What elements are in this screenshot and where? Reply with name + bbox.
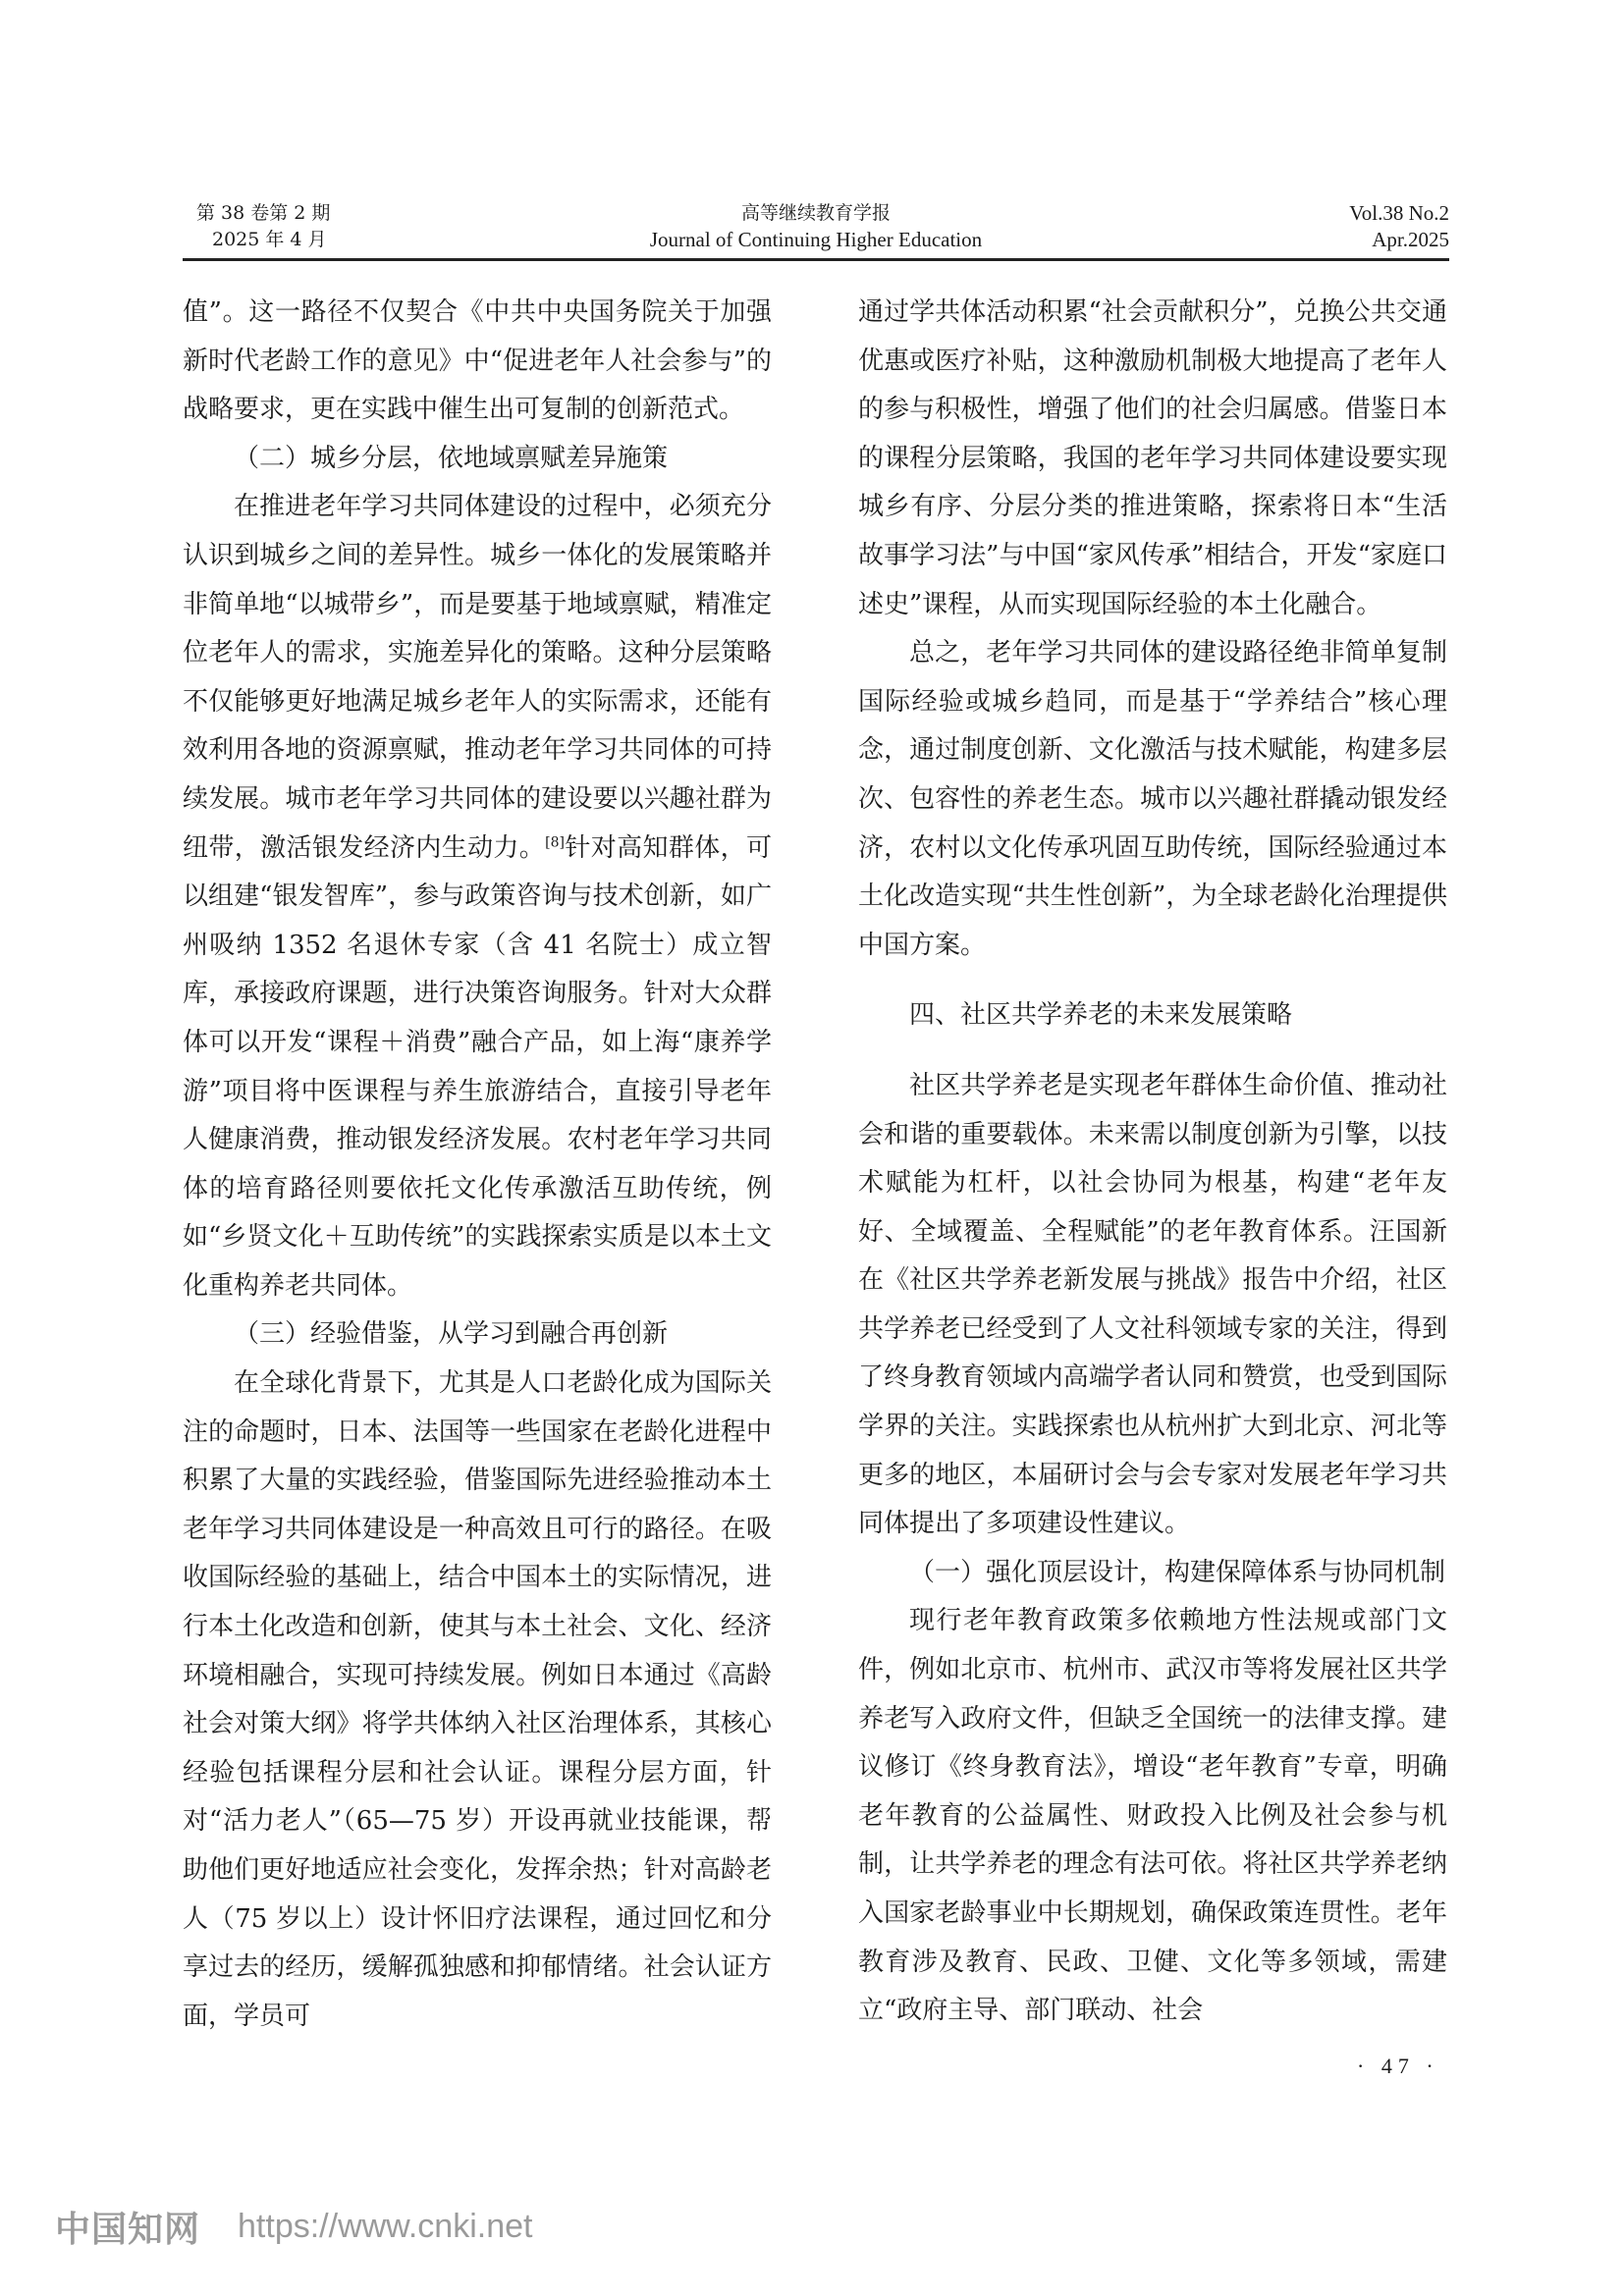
- paragraph-text: 针对高知群体，可以组建“银发智库”，参与政策咨询与技术创新，如广州吸纳 1352 名退休专家（含 41 名院士）成立智库，承接政府课题，进行决策咨询服务。针对大众群体可以开发“课程＋消费”融合产品，如上海“康养学游”项目将中医课程与养生旅游结合，直接引导老年人健康消费，推动银发经济发展。农村老年学习共同体的培育路径则要依托文化传承激活互助传统，例如“乡贤文化＋互助传统”的实践探索实质是以本土文化重构养老共同体。: [183, 832, 772, 1301]
- volume-issue-cn: 第 38 卷第 2 期: [196, 202, 331, 224]
- journal-title-en: Journal of Continuing Higher Education: [649, 228, 983, 251]
- cnki-logo: 中国知网: [55, 2209, 201, 2250]
- paragraph: 社区共学养老是实现老年群体生命价值、推动社会和谐的重要载体。未来需以制度创新为引擎，以技术赋能为杠杆，以社会协同为根基，构建“老年友好、全域覆盖、全程赋能”的老年教育体系。汪国新在《社区共学养老新发展与挑战》报告中介绍，社区共学养老已经受到了人文社科领域专家的关注，得到了终身教育领域内高端学者认同和赞赏，也受到国际学界的关注。实践探索也从杭州扩大到北京、河北等更多的地区，本届研讨会与会专家对发展老年学习共同体提出了多项建设性建议。: [858, 1070, 1447, 1539]
- header-right: [1349, 200, 1449, 253]
- section-heading: 四、社区共学养老的未来发展策略: [909, 1000, 1293, 1031]
- paragraph: 通过学共体活动积累“社会贡献积分”，兑换公共交通优惠或医疗补贴，这种激励机制极大地提高了老年人的参与积极性，增强了他们的社会归属感。借鉴日本的课程分层策略，我国的老年学习共同体建设要实现城乡有序、分层分类的推进策略，探索将日本“生活故事学习法”与中国“家风传承”相结合，开发“家庭口述史”课程，从而实现国际经验的本土化融合。: [858, 297, 1447, 619]
- header-rule: [183, 258, 1449, 261]
- paragraph-text: 在推进老年学习共同体建设的过程中，必须充分认识到城乡之间的差异性。城乡一体化的发展策略并非简单地“以城带乡”，而是要基于地域禀赋，精准定位老年人的需求，实施差异化的策略。这种分层策略不仅能够更好地满足城乡老年人的实际需求，还能有效利用各地的资源禀赋，推动老年学习共同体的可持续发展。城市老年学习共同体的建设要以兴趣社群为纽带，激活银发经济内生动力。: [183, 492, 772, 863]
- date-en: Apr.2025: [1372, 228, 1449, 251]
- cnki-footer: [55, 2197, 532, 2256]
- left-column: [183, 289, 772, 2041]
- paragraph: 现行老年教育政策多依赖地方性法规或部门文件，例如北京市、杭州市、武汉市等将发展社区共学养老写入政府文件，但缺乏全国统一的法律支撑。建议修订《终身教育法》，增设“老年教育”专章，明确老年教育的公益属性、财政投入比例及社会参与机制，让共学养老的理念有法可依。将社区共学养老纳入国家老龄事业中长期规划，确保政策连贯性。老年教育涉及教育、民政、卫健、文化等多领域，需建立“政府主导、部门联动、社会: [858, 1606, 1447, 2026]
- page-number: · 47 ·: [1357, 2054, 1439, 2078]
- volume-issue-en: Vol.38 No.2: [1349, 201, 1449, 225]
- subsection-heading: （三）经验借鉴，从学习到融合再创新: [234, 1319, 669, 1350]
- running-header: [183, 200, 1449, 259]
- subsection-heading: （二）城乡分层，依地域禀赋差异施策: [234, 443, 669, 473]
- header-center: [183, 200, 1449, 253]
- right-column: [858, 289, 1447, 2036]
- paragraph: 值”。这一路径不仅契合《中共中央国务院关于加强新时代老龄工作的意见》中“促进老年人社会参与”的战略要求，更在实践中催生出可复制的创新范式。: [183, 297, 772, 425]
- journal-title-cn: 高等继续教育学报: [740, 202, 891, 224]
- paragraph: 总之，老年学习共同体的建设路径绝非简单复制国际经验或城乡趋同，而是基于“学养结合”核心理念，通过制度创新、文化激活与技术赋能，构建多层次、包容性的养老生态。城市以兴趣社群撬动银发经济，农村以文化传承巩固互助传统，国际经验通过本土化改造实现“共生性创新”，为全球老龄化治理提供中国方案。: [858, 638, 1447, 960]
- citation-ref: [8]: [545, 833, 566, 850]
- cnki-url[interactable]: https://www.cnki.net: [238, 2207, 533, 2245]
- subsection-heading: （一）强化顶层设计，构建保障体系与协同机制: [909, 1557, 1446, 1587]
- date-cn: 2025 年 4 月: [212, 229, 327, 250]
- paragraph: 在全球化背景下，尤其是人口老龄化成为国际关注的命题时，日本、法国等一些国家在老龄化进程中积累了大量的实践经验，借鉴国际先进经验推动本土老年学习共同体建设是一种高效且可行的路径。在吸收国际经验的基础上，结合中国本土的实际情况，进行本土化改造和创新，使其与本土社会、文化、经济环境相融合，实现可持续发展。例如日本通过《高龄社会对策大纲》将学共体纳入社区治理体系，其核心经验包括课程分层和社会认证。课程分层方面，针对“活力老人”（65—75 岁）开设再就业技能课，帮助他们更好地适应社会变化，发挥余热；针对高龄老人（75 岁以上）设计怀旧疗法课程，通过回忆和分享过去的经历，缓解孤独感和抑郁情绪。社会认证方面，学员可: [183, 1368, 772, 2031]
- paragraph: [183, 483, 772, 1310]
